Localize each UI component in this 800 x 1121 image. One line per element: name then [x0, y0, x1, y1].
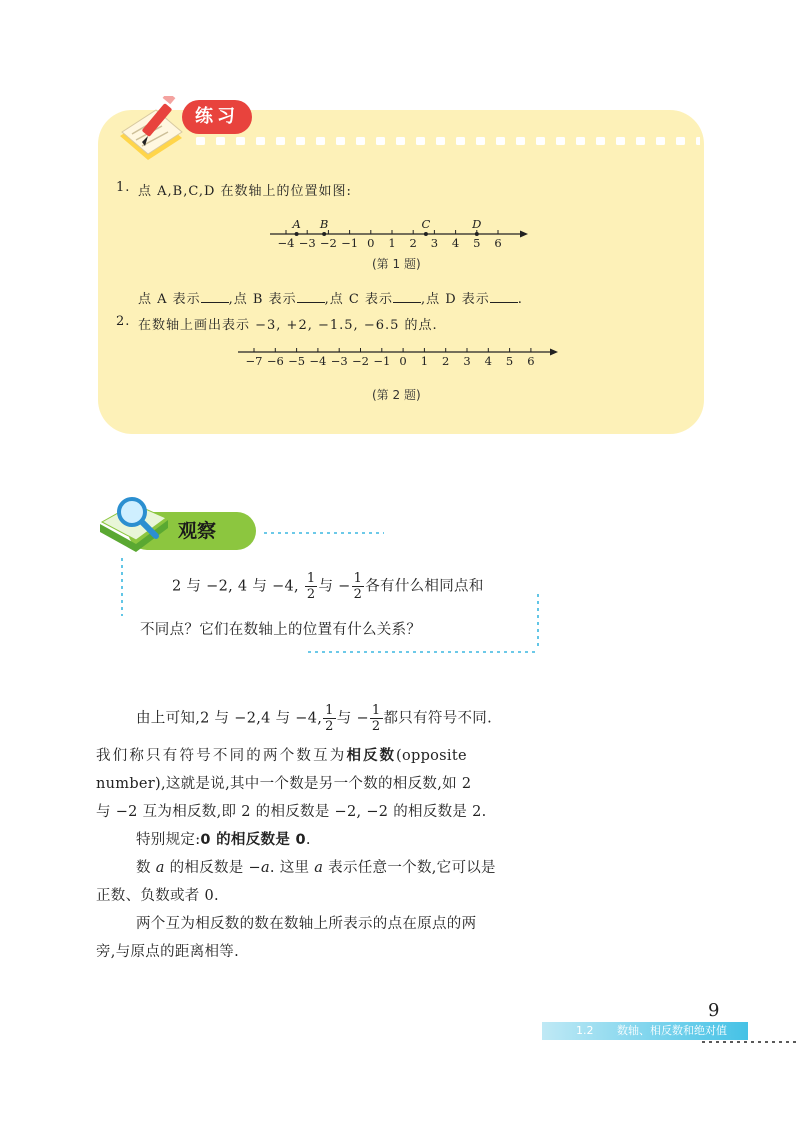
- tick-label: 2: [409, 236, 417, 250]
- number-line-2: [236, 338, 566, 372]
- answer-d-label: ,点 D 表示: [420, 292, 490, 307]
- point-c: [424, 232, 428, 236]
- fraction-numerator: 1: [306, 571, 316, 586]
- tick-label: 1: [420, 354, 429, 368]
- variable-a: a: [314, 860, 324, 876]
- answer-end: .: [517, 292, 523, 307]
- fraction-numerator: 1: [325, 703, 334, 718]
- question-2-text: 在数轴上画出表示 −3, +2, −1.5, −6.5 的点.: [138, 318, 438, 333]
- tick-label: 6: [527, 354, 535, 368]
- tick-label: −2: [352, 354, 369, 368]
- body-p5-part-c: .: [305, 832, 311, 848]
- point-b: [322, 232, 326, 236]
- body-paragraph-9: 旁,与原点的距离相等.: [96, 944, 240, 960]
- answer-b-label: ,点 B 表示: [228, 292, 297, 307]
- page-number: 9: [708, 1000, 720, 1021]
- answer-c-label: ,点 C 表示: [324, 292, 393, 307]
- body-paragraph-7: 正数、负数或者 0.: [96, 888, 219, 904]
- tick-label: 3: [463, 354, 471, 368]
- number-line-1: [268, 210, 538, 254]
- tick-label: 2: [442, 354, 450, 368]
- tick-label: 0: [399, 354, 407, 368]
- tick-label: 4: [451, 236, 460, 250]
- question-2-number: 2.: [116, 314, 131, 329]
- variable-a: a: [260, 860, 270, 876]
- term-opposite-number: 相反数: [346, 748, 396, 764]
- point-label: A: [292, 217, 301, 231]
- tick-label: −5: [288, 354, 306, 368]
- body-p2-part-b: (opposite: [396, 748, 467, 764]
- tick-label: 6: [494, 236, 502, 250]
- tick-label: −4: [309, 354, 327, 368]
- tick-label: −3: [330, 354, 348, 368]
- fraction-denominator: 2: [371, 719, 381, 734]
- observe-line-1-part-c: 各有什么相同点和: [365, 578, 484, 595]
- tick-label: −1: [341, 236, 359, 250]
- observe-line-1-part-b: 与 −: [318, 578, 351, 595]
- question-2-caption: (第 2 题): [372, 388, 421, 402]
- body-paragraph-8: 两个互为相反数的数在数轴上所表示的点在原点的两: [136, 916, 477, 932]
- axis-arrow: [520, 231, 528, 238]
- tick-label: −4: [277, 236, 295, 250]
- observe-line-1: [172, 572, 484, 601]
- pencil-notebook-icon: [112, 96, 192, 162]
- tick-label: 3: [430, 236, 439, 250]
- question-1-answer-line: [138, 288, 523, 307]
- body-p1-part-a: 由上可知,2 与 −2,4 与 −4,: [136, 710, 323, 727]
- body-p2-part-a: 我们称只有符号不同的两个数互为: [96, 748, 347, 764]
- axis-arrow: [550, 349, 558, 356]
- body-p6-part-d: 表示任意一个数,它可以是: [328, 860, 496, 876]
- point-label: C: [421, 217, 431, 231]
- section-footer: [542, 1022, 748, 1040]
- answer-a-label: 点 A 表示: [138, 292, 201, 307]
- point-a: [295, 232, 299, 236]
- body-paragraph-1: [136, 704, 492, 733]
- observe-line-2: 不同点？它们在数轴上的位置有什么关系？: [140, 622, 422, 638]
- practice-dotted-divider: [190, 136, 700, 146]
- body-paragraph-5: [136, 828, 311, 849]
- tick-label: −2: [319, 236, 337, 250]
- body-paragraph-2: [96, 744, 467, 765]
- tick-label: 5: [505, 354, 514, 368]
- variable-a: a: [155, 860, 165, 876]
- observe-line-1-part-a: 2 与 −2, 4 与 −4,: [172, 578, 299, 595]
- tick-label: −7: [245, 354, 263, 368]
- fraction-half-1: [305, 572, 318, 601]
- answer-c-blank[interactable]: [393, 290, 421, 303]
- body-paragraph-3: number),这就是说,其中一个数是另一个数的相反数,如 2: [96, 776, 472, 792]
- footer-dotted-line: [702, 1040, 800, 1044]
- rule-zero-opposite: 0 的相反数是 0: [200, 832, 306, 848]
- body-p6-part-a: 数: [136, 860, 151, 876]
- fraction-half-3: [323, 704, 336, 733]
- question-1-text: 点 A,B,C,D 在数轴上的位置如图:: [138, 184, 352, 199]
- body-p5-part-a: 特别规定:: [136, 832, 201, 848]
- tick-label: 4: [484, 354, 492, 368]
- answer-a-blank[interactable]: [201, 290, 229, 303]
- section-title: 数轴、相反数和绝对值: [617, 1024, 727, 1037]
- tick-label: 1: [388, 236, 396, 250]
- fraction-half-4: [370, 704, 383, 733]
- tick-label: −1: [373, 354, 391, 368]
- point-label: B: [319, 217, 329, 231]
- question-1-caption: (第 1 题): [372, 257, 421, 271]
- fraction-numerator: 1: [371, 703, 381, 718]
- section-number: 1.2: [576, 1024, 594, 1037]
- fraction-denominator: 2: [325, 719, 334, 734]
- practice-title: 练习: [182, 100, 252, 134]
- answer-b-blank[interactable]: [297, 290, 325, 303]
- tick-label: 5: [473, 236, 481, 250]
- body-p1-part-c: 都只有符号不同.: [383, 710, 493, 727]
- tick-label: −3: [298, 236, 316, 250]
- question-1-number: 1.: [116, 180, 131, 195]
- observe-title: 观察: [128, 512, 256, 550]
- answer-d-blank[interactable]: [490, 290, 518, 303]
- point-label: D: [472, 217, 482, 231]
- body-p6-part-c: . 这里: [269, 860, 310, 876]
- fraction-numerator: 1: [353, 571, 363, 586]
- fraction-half-2: [352, 572, 365, 601]
- tick-label: 0: [367, 236, 375, 250]
- body-paragraph-6: [136, 856, 496, 877]
- body-paragraph-4: 与 −2 互为相反数,即 2 的相反数是 −2, −2 的相反数是 2.: [96, 804, 487, 820]
- body-p1-part-b: 与 −: [336, 710, 369, 727]
- point-d: [475, 232, 479, 236]
- body-p6-part-b: 的相反数是 −: [169, 860, 261, 876]
- fraction-denominator: 2: [353, 587, 363, 602]
- fraction-denominator: 2: [306, 587, 316, 602]
- tick-label: −6: [266, 354, 284, 368]
